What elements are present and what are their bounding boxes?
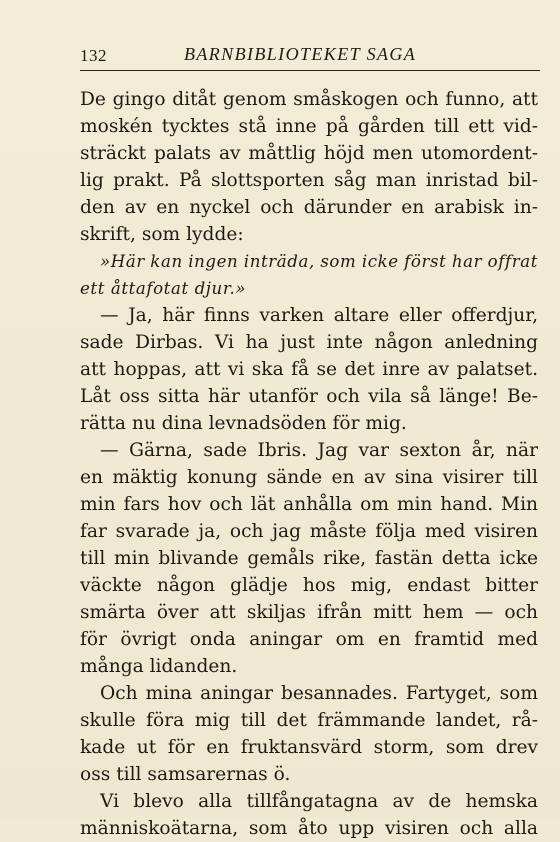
text-line: lig prakt. På slottsporten såg man inristad bil- (80, 170, 538, 191)
text-line: rätta nu dina levnadsöden för mig. (80, 413, 407, 434)
quote-line: ett åttafotat djur.» (80, 279, 247, 298)
text-line: — Gärna, sade Ibris. Jag var sexton år, när (100, 440, 538, 461)
text-line: Låt oss sitta här utanför och vila så länge! Be- (80, 386, 538, 407)
text-line: den av en nyckel och därunder en arabisk in- (80, 197, 538, 218)
text-line: sade Dirbas. Vi ha just inte någon anledning (80, 332, 538, 353)
text-line: skrift, som lydde: (80, 224, 244, 245)
text-line: — Ja, här finns varken altare eller offerdjur, (100, 305, 538, 326)
text-line: människoätarna, som åto upp visiren och alla (80, 818, 538, 839)
page-header (80, 44, 540, 68)
text-line: många lidanden. (80, 656, 238, 677)
page-number: 132 (80, 46, 107, 65)
text-line: oss till samsarernas ö. (80, 764, 291, 785)
text-line: smärta över att skiljas ifrån mitt hem — och (80, 602, 538, 623)
text-line: för övrigt onda aningar om en framtid med (80, 629, 538, 650)
text-line: min fars hov och lät anhålla om min hand. Min (80, 494, 538, 515)
quote-line: »Här kan ingen inträda, som icke först har offrat (100, 252, 538, 271)
text-line: en mäktig konung sände en av sina visirer till (80, 467, 538, 488)
text-line: Vi blevo alla tillfångatagna av de hemska (100, 791, 538, 812)
text-line: De gingo ditåt genom småskogen och funno, att (80, 89, 538, 110)
running-head: BARNBIBLIOTEKET SAGA (184, 44, 417, 64)
text-line: skulle föra mig till det främmande landet, rå- (80, 710, 538, 731)
text-line: Och mina aningar besannades. Fartyget, som (100, 683, 538, 704)
text-line: till min blivande gemåls rike, fastän detta icke (80, 548, 538, 569)
text-line: sträckt palats av måttlig höjd men utomordent- (80, 143, 538, 164)
text-line: moskén tycktes stå inne på gården till ett vid- (80, 116, 538, 137)
body-text (80, 86, 540, 842)
text-line: att hoppas, att vi ska få se det inre av palatset. (80, 359, 538, 380)
text-line: far svarade ja, och jag måste följa med visiren (80, 521, 538, 542)
text-line: väckte någon glädje hos mig, endast bitter (80, 575, 538, 596)
text-line: kade ut för en fruktansvärd storm, som drev (80, 737, 538, 758)
header-rule (80, 70, 540, 71)
